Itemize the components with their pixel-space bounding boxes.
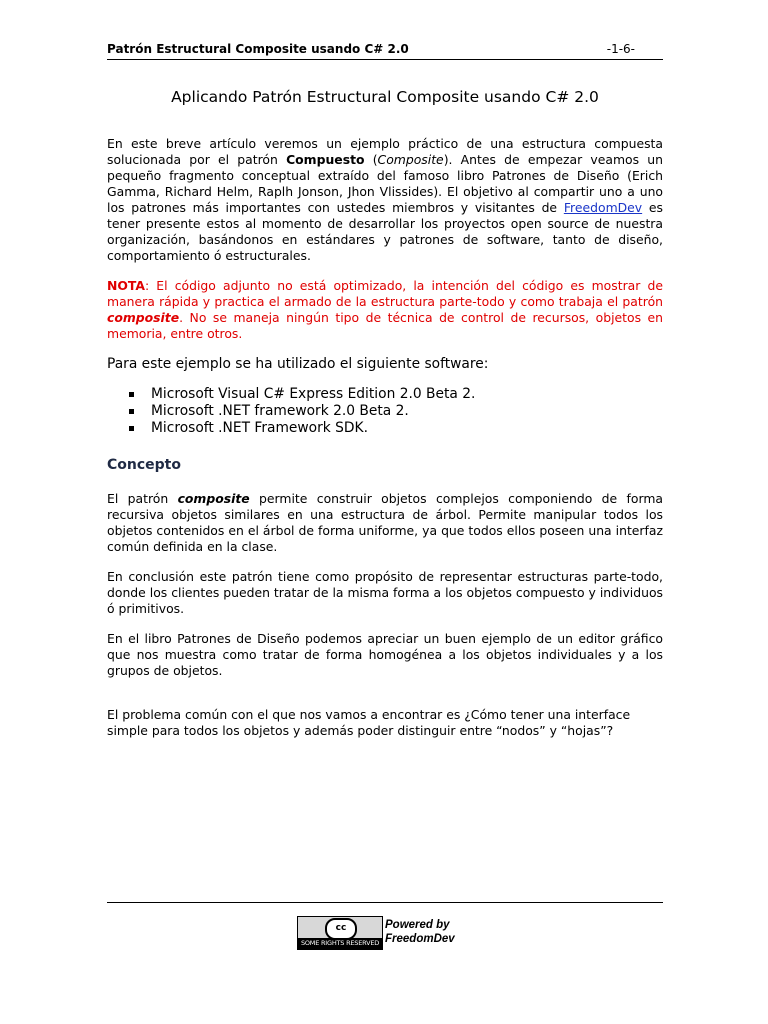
nota-label: NOTA xyxy=(107,278,145,293)
concepto-text-2: permite construir objetos complejos componiendo de forma recursiva objetos similares en una estructura de árbol. Permite manipular todos los objetos contenidos en el árbol de forma uniforme, ya que todos ellos poseen una interfaz común definida en la clase. xyxy=(107,491,663,554)
intro-text-1: En este breve artículo veremos un ejemplo práctico de una estructura compuesta solucionada por el patrón xyxy=(107,136,663,167)
intro-bold-term: Compuesto xyxy=(286,152,365,167)
list-item: Microsoft Visual C# Express Edition 2.0 Beta 2. xyxy=(129,386,663,403)
page-header xyxy=(107,42,663,60)
footer-badges xyxy=(297,916,471,950)
powered-by-line-2: FreedomDev xyxy=(385,933,455,945)
creative-commons-badge[interactable] xyxy=(297,916,383,950)
powered-by-badge[interactable] xyxy=(385,916,471,950)
concepto-emphasis: composite xyxy=(177,491,250,506)
software-lead: Para este ejemplo se ha utilizado el siguiente software: xyxy=(107,356,489,372)
intro-paragraph xyxy=(107,136,663,264)
concepto-paragraph-1 xyxy=(107,491,663,555)
nota-emphasis: composite xyxy=(107,310,180,325)
cc-icon: cc xyxy=(325,918,357,940)
concepto-paragraph-2: En conclusión este patrón tiene como propósito de representar estructuras parte-todo, donde los clientes pueden tratar de la misma forma a los objetos compuesto y individuos ó primitivos. xyxy=(107,569,663,616)
page-number: -1-6- xyxy=(606,42,635,56)
list-item: Microsoft .NET framework 2.0 Beta 2. xyxy=(129,403,663,420)
intro-text-2: ( xyxy=(364,152,378,167)
concepto-paragraph-4: El problema común con el que nos vamos a encontrar es ¿Cómo tener una interface simple para todos los objetos y además poder distinguir entre “nodos” y “hojas”? xyxy=(107,707,631,738)
nota-text-2: . No se maneja ningún tipo de técnica de control de recursos, objetos en memoria, entre otros. xyxy=(107,310,663,341)
freedomdev-link[interactable]: FreedomDev xyxy=(563,200,643,215)
powered-by-line-1: Powered by xyxy=(385,919,450,931)
concepto-text-1: El patrón xyxy=(107,491,178,506)
concepto-paragraph-3: En el libro Patrones de Diseño podemos apreciar un buen ejemplo de un editor gráfico que nos muestra como tratar de forma homogénea a los objetos individuales y a los grupos de objetos. xyxy=(107,631,663,678)
list-item: Microsoft .NET Framework SDK. xyxy=(129,420,663,437)
nota-paragraph xyxy=(107,278,663,342)
concepto-heading: Concepto xyxy=(107,457,181,473)
intro-text-3: ). Antes de empezar veamos un pequeño fragmento conceptual extraído del famoso libro Patrones de Diseño (Erich Gamma, Richard Helm, Raplh Jonson, Jhon Vlissides). El objetivo al compartir uno a uno los patrones más importantes con ustedes miembros y visitantes de xyxy=(107,152,663,215)
cc-rights-text: SOME RIGHTS RESERVED xyxy=(298,938,382,949)
nota-text-1: : El código adjunto no está optimizado, la intención del código es mostrar de manera rápida y practica el armado de la estructura parte-todo y como trabaja el patrón xyxy=(107,278,663,309)
article-body xyxy=(107,136,663,753)
header-title: Patrón Estructural Composite usando C# 2.0 xyxy=(107,42,409,56)
intro-italic-term: Composite xyxy=(377,152,444,167)
software-list xyxy=(107,386,663,437)
footer-divider xyxy=(107,902,663,903)
article-title: Aplicando Patrón Estructural Composite usando C# 2.0 xyxy=(171,88,599,106)
intro-text-4: es tener presente estos al momento de desarrollar los proyectos open source de nuestra organización, basándonos en estándares y patrones de software, tanto de diseño, comportamiento ó estructurales. xyxy=(107,200,663,263)
